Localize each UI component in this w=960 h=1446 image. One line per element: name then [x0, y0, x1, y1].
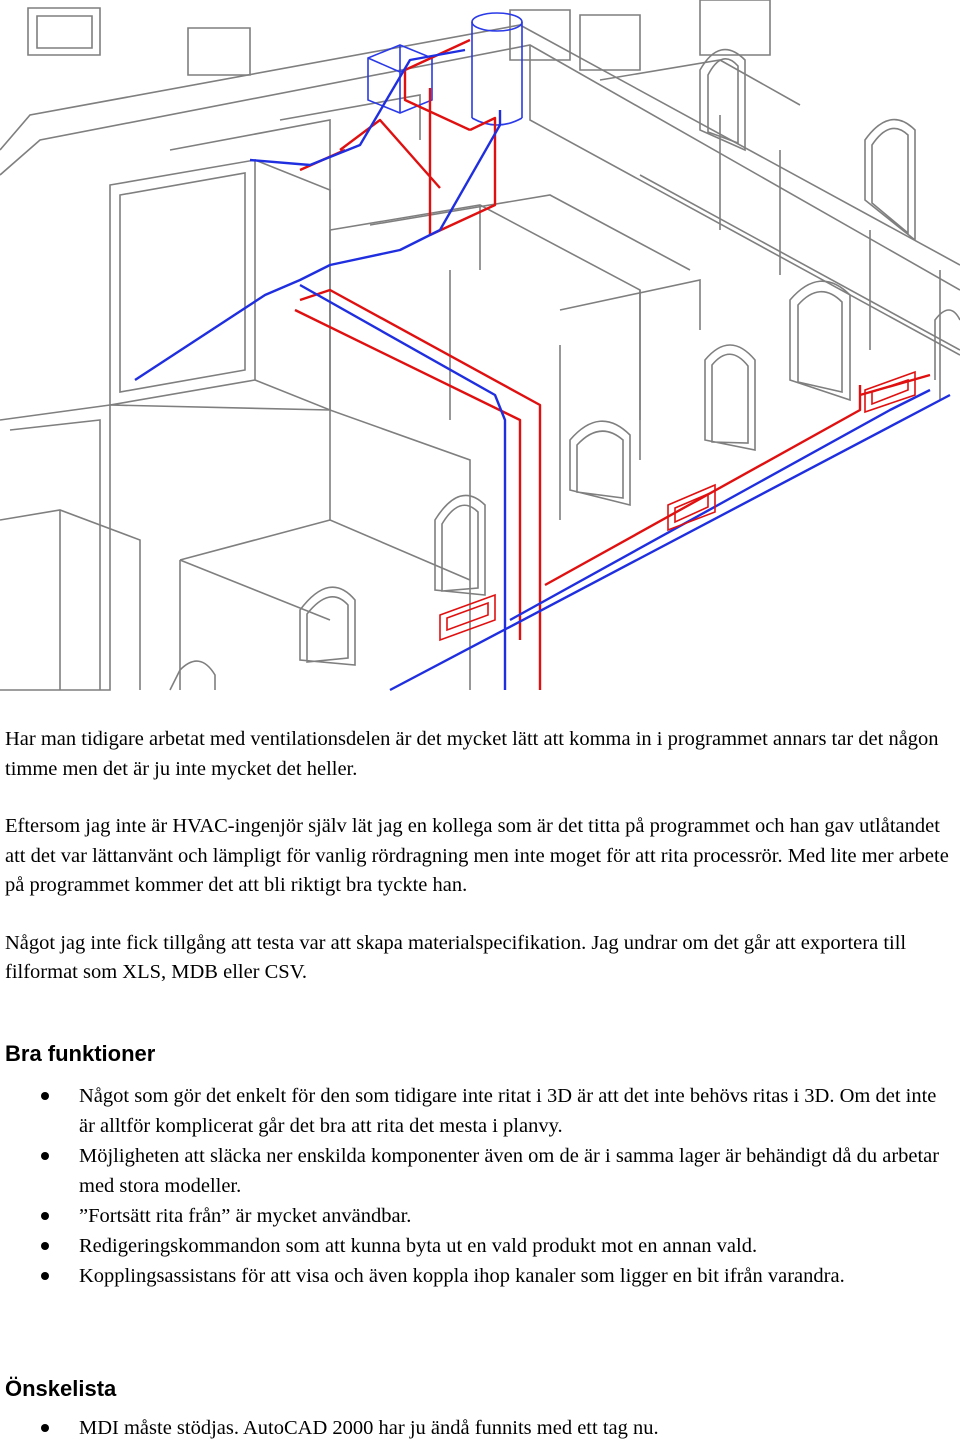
cad-isometric-pipe-drawing	[0, 0, 960, 696]
ventilation-duct	[368, 13, 522, 125]
list-item: Redigeringskommandon som att kunna byta ut en vald produkt mot en annan vald.	[0, 1231, 956, 1261]
building-wireframe	[0, 0, 960, 690]
list-item: Kopplingsassistans för att visa och även koppla ihop kanaler som ligger en bit ifrån varandra.	[0, 1261, 956, 1291]
section-heading-onskelista: Önskelista	[5, 1376, 117, 1401]
material-paragraph: Något jag inte fick tillgång att testa var att skapa materialspecifikation. Jag undrar om det går att exportera till filformat som XLS, MDB eller CSV.	[5, 931, 907, 983]
hvac-paragraph: Eftersom jag inte är HVAC-ingenjör själv lät jag en kollega som är det titta på programmet och han gav utlåtandet att det var lättanvänt och lämpligt för vanlig rördragning men inte moget för att rita processrör. Med lite mer arbete på programmet kommer det att bli riktigt bra tyckte han.	[5, 815, 949, 896]
list-item: ”Fortsätt rita från” är mycket användbar.	[0, 1201, 956, 1231]
intro-paragraph: Har man tidigare arbetat med ventilationsdelen är det mycket lätt att komma in i programmet annars tar det någon timme men det är ju inte mycket det heller.	[5, 728, 939, 780]
list-item: Något som gör det enkelt för den som tidigare inte ritat i 3D är att det inte behövs ritas i 3D. Om det inte är alltför komplicerat går det bra att rita det mesta i planvy.	[0, 1081, 956, 1141]
bullet-list-onskelista	[0, 1413, 956, 1443]
bullet-list-bra-funktioner	[0, 1081, 956, 1291]
section-heading-bra-funktioner: Bra funktioner	[5, 1041, 156, 1066]
list-item: MDI måste stödjas. AutoCAD 2000 har ju ändå funnits med ett tag nu.	[0, 1413, 956, 1443]
list-item: Möjligheten att släcka ner enskilda komponenter även om de är i samma lager är behändigt då du arbetar med stora modeller.	[0, 1141, 956, 1201]
fixtures	[440, 372, 915, 640]
pipe-network	[135, 40, 950, 690]
body-text	[5, 725, 956, 988]
